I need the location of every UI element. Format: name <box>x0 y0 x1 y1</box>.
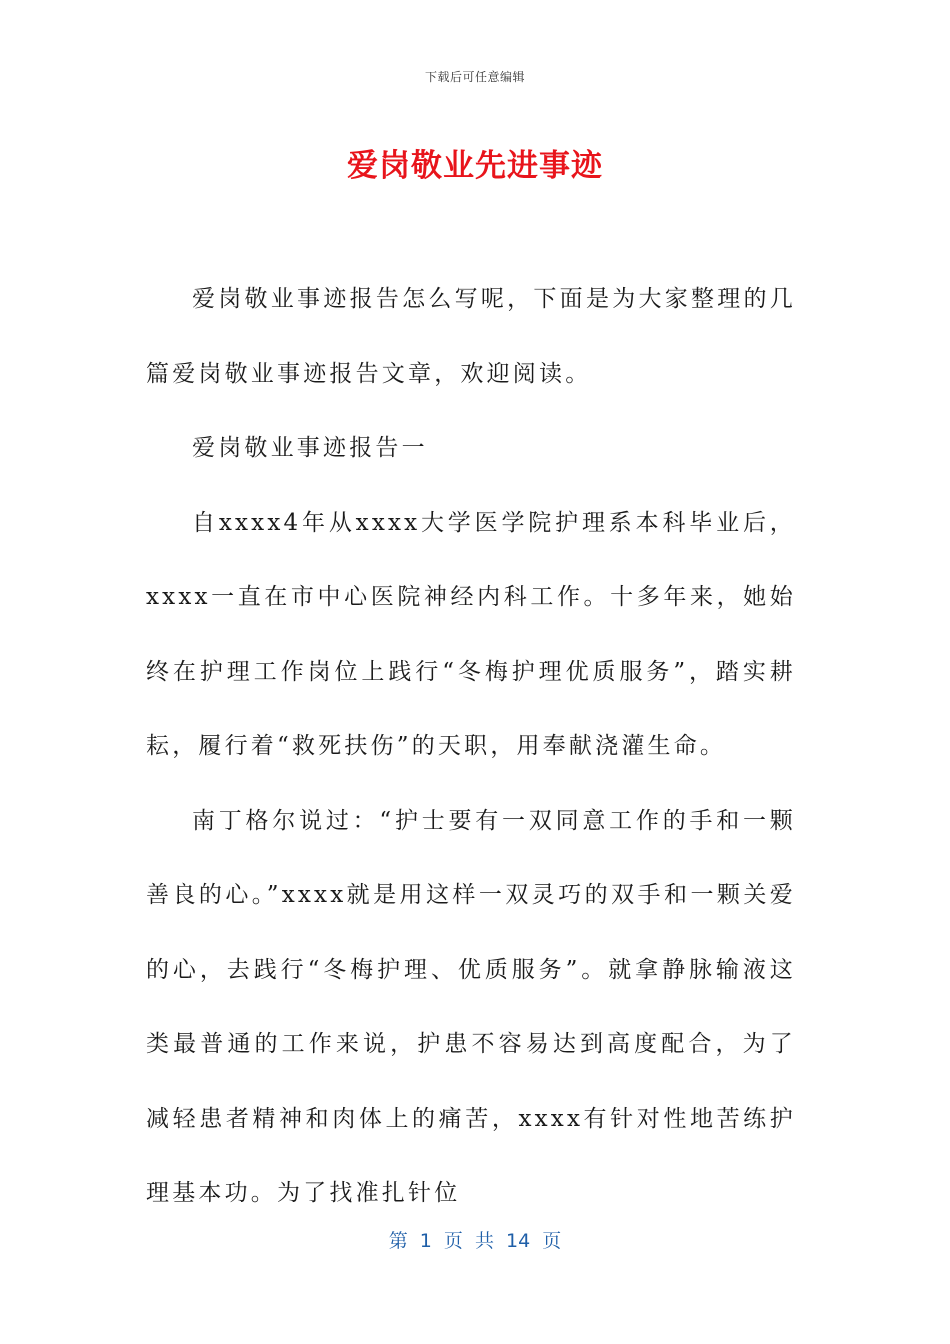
header-note: 下载后可任意编辑 <box>424 70 525 84</box>
page-suffix: 页 <box>542 1230 562 1252</box>
page-footer <box>0 1226 950 1253</box>
page-total: 14 <box>506 1230 531 1252</box>
page-middle: 页 共 <box>443 1230 494 1252</box>
paragraph: 南丁格尔说过：“护士要有一双同意工作的手和一颗善良的心。”xxxx就是用这样一双灵巧的双手和一颗关爱的心，去践行“冬梅护理、优质服务”。就拿静脉输液这类最普通的工作来说，护患不容易达到高度配合，为了减轻患者精神和肉体上的痛苦，xxxx有针对性地苦练护理基本功。为了找准扎针位 <box>146 807 796 1206</box>
paragraph: 自xxxx4年从xxxx大学医学院护理系本科毕业后，xxxx一直在市中心医院神经内科工作。十多年来，她始终在护理工作岗位上践行“冬梅护理优质服务”，踏实耕耘，履行着“救死扶伤”的天职，用奉献浇灌生命。 <box>146 509 796 759</box>
paragraph: 爱岗敬业事迹报告怎么写呢，下面是为大家整理的几篇爱岗敬业事迹报告文章，欢迎阅读。 <box>146 286 796 387</box>
document-body <box>146 262 796 1231</box>
page-current: 1 <box>419 1230 432 1252</box>
document-title: 爱岗敬业先进事迹 <box>347 148 603 184</box>
section-heading: 爱岗敬业事迹报告一 <box>192 435 428 461</box>
page-prefix: 第 <box>388 1230 408 1252</box>
